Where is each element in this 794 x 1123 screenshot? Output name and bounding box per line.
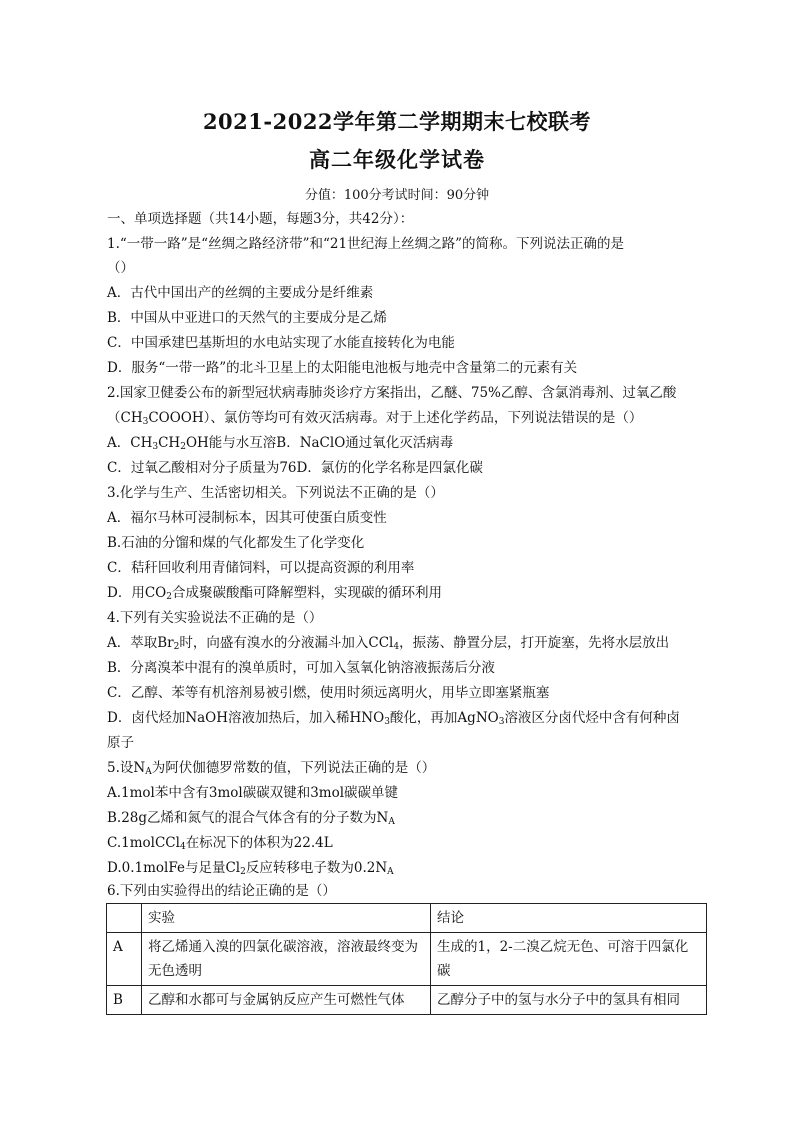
- q4-option-d: [107, 709, 680, 731]
- q4-stem: 4.下列有关实验说法不正确的是（）: [107, 610, 323, 626]
- text-run: D.0.1molFe与足量Cl: [107, 860, 241, 876]
- section-heading: 一、单项选择题（共14小题，每题3分，共42分）：: [107, 211, 414, 227]
- text-run: D．卤代烃加NaOH溶液加热后，加入稀HNO: [107, 710, 385, 726]
- table-cell-experiment: 乙醇和水都可与金属钠反应产生可燃性气体: [142, 986, 431, 1015]
- q6-table: [106, 903, 707, 1015]
- q1-stem-cont: （）: [107, 260, 134, 276]
- table-header-cell: [107, 904, 142, 933]
- text-run: B.28g乙烯和氮气的混合气体含有的分子数为N: [107, 810, 389, 826]
- q3-option-c: C．秸秆回收利用青储饲料，可以提高资源的利用率: [107, 560, 415, 576]
- table-row: [107, 933, 707, 986]
- table-cell-experiment: 将乙烯通入溴的四氯化碳溶液，溶液最终变为无色透明: [142, 933, 431, 986]
- text-run: （CH: [107, 410, 143, 426]
- q5-option-c: [107, 834, 333, 856]
- q3-stem: 3.化学与生产、生活密切相关。下列说法不正确的是（）: [107, 485, 444, 501]
- table-cell-label: B: [107, 986, 142, 1015]
- text-run: ，振荡、静置分层，打开旋塞，先将水层放出: [399, 635, 670, 651]
- exam-subtitle: 高二年级化学试卷: [309, 147, 485, 172]
- text-run: C.1molCCl: [107, 835, 180, 851]
- exam-meta: 分值：100分考试时间：90分钟: [304, 188, 490, 203]
- table-cell-conclusion: 生成的1，2-二溴乙烷无色、可溶于四氯化碳: [431, 933, 707, 986]
- text-run: CH: [158, 435, 181, 451]
- q4-option-a: [107, 634, 669, 656]
- q6-stem: 6.下列由实验得出的结论正确的是（）: [107, 883, 336, 899]
- subscript: A: [145, 767, 152, 777]
- table-header-row: [107, 904, 707, 933]
- text-run: COOOH）、氯仿等均可有效灭活病毒。对于上述化学药品，下列说法错误的是（）: [148, 410, 643, 426]
- subscript: 3: [498, 717, 505, 727]
- subscript: 2: [173, 642, 180, 652]
- subscript: 4: [179, 842, 186, 852]
- exam-title: 2021-2022学年第二学期期末七校联考: [202, 109, 592, 134]
- text-run: 为阿伏伽德罗常数的值，下列说法正确的是（）: [151, 760, 436, 776]
- q2-stem-cont: [107, 409, 642, 431]
- subscript: 2: [180, 442, 186, 452]
- table-cell-conclusion: 乙醇分子中的氢与水分子中的氢具有相同: [431, 986, 707, 1015]
- text-run: A．萃取Br: [107, 635, 174, 651]
- q4-option-b: B．分离溴苯中混有的溴单质时，可加入氢氧化钠溶液振荡后分液: [107, 660, 495, 676]
- q1-option-d: D．服务“一带一路”的北斗卫星上的太阳能电池板与地壳中含量第二的元素有关: [107, 360, 578, 376]
- text-run: A．CH: [107, 435, 153, 451]
- text-run: 在标况下的体积为22.4L: [185, 835, 333, 851]
- table-cell-label: A: [107, 933, 142, 986]
- table-row: [107, 986, 707, 1015]
- subscript: 2: [240, 867, 246, 877]
- q5-option-b: [107, 809, 395, 831]
- q5-option-a: A.1mol苯中含有3mol碳碳双键和3mol碳碳单键: [107, 785, 399, 801]
- q1-option-b: B．中国从中亚进口的天然气的主要成分是乙烯: [107, 310, 387, 326]
- text-run: 时，向盛有溴水的分液漏斗加入CCl: [179, 635, 394, 651]
- subscript: A: [388, 817, 395, 827]
- text-run: 溶液区分卤代烃中含有何种卤: [504, 710, 680, 726]
- q4-option-c: C．乙醇、苯等有机溶剂易被引燃，使用时须远离明火，用毕立即塞紧瓶塞: [107, 685, 550, 701]
- q3-option-d: [107, 584, 442, 606]
- q5-option-d: [107, 859, 394, 881]
- subscript: 2: [166, 592, 172, 602]
- text-run: 反应转移电子数为0.2N: [245, 860, 388, 876]
- text-run: 酸化，再加AgNO: [389, 710, 499, 726]
- subscript: 3: [142, 417, 149, 427]
- subscript: 3: [384, 717, 390, 727]
- text-run: 合成聚碳酸酯可降解塑料，实现碳的循环利用: [171, 585, 442, 601]
- q1-stem: 1.“一带一路”是“丝绸之路经济带”和“21世纪海上丝绸之路”的简称。下列说法正确的是: [107, 236, 624, 252]
- q1-option-c: C．中国承建巴基斯坦的水电站实现了水能直接转化为电能: [107, 335, 455, 351]
- table-header-cell: 结论: [431, 904, 707, 933]
- q2-stem: 2.国家卫健委公布的新型冠状病毒肺炎诊疗方案指出，乙醚、75%乙醇、含氯消毒剂、过氧乙酸: [107, 385, 677, 401]
- q4-option-d-cont: 原子: [107, 735, 134, 751]
- subscript: A: [387, 867, 394, 877]
- q2-options-cd: C．过氧乙酸相对分子质量为76D．氯仿的化学名称是四氯化碳: [107, 460, 483, 476]
- q3-option-b: B.石油的分馏和煤的气化都发生了化学变化: [107, 535, 365, 551]
- subscript: 3: [152, 442, 159, 452]
- table-header-cell: 实验: [142, 904, 431, 933]
- q3-option-a: A．福尔马林可浸制标本，因其可使蛋白质变性: [107, 510, 387, 526]
- q1-option-a: A．古代中国出产的丝绸的主要成分是纤维素: [107, 285, 374, 301]
- text-run: D．用CO: [107, 585, 167, 601]
- text-run: 5.设N: [107, 760, 146, 776]
- q5-stem: [107, 759, 435, 781]
- subscript: 4: [393, 642, 400, 652]
- text-run: OH能与水互溶B．NaClO通过氧化灭活病毒: [185, 435, 454, 451]
- q2-options-ab: [107, 434, 453, 456]
